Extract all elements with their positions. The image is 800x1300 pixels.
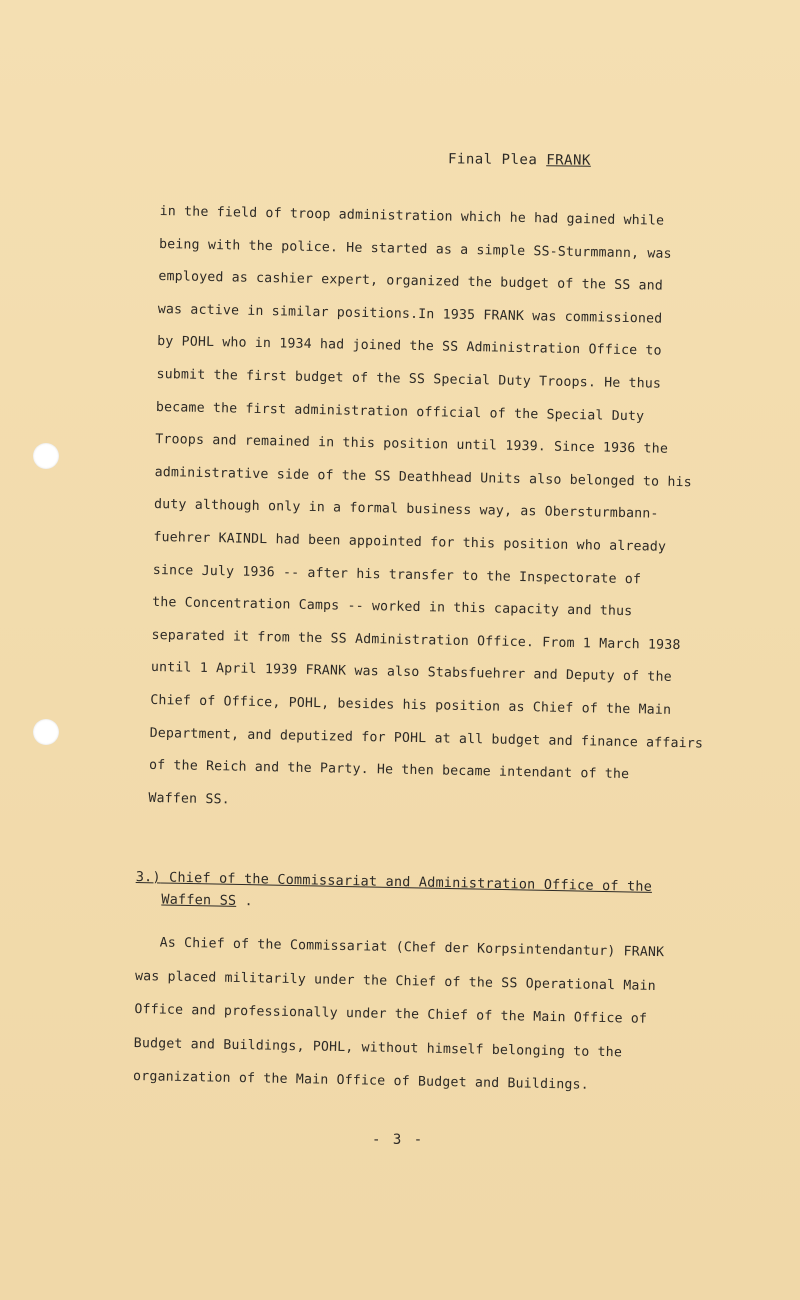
paragraph-line: in the field of troop administration which he had gained while: [159, 203, 665, 229]
paragraph-line: was active in similar positions.In 1935 FRANK was commissioned: [157, 301, 663, 327]
paragraph-line: by POHL who in 1934 had joined the SS Administration Office to: [157, 334, 662, 360]
section-number: 3.): [135, 868, 161, 886]
main-paragraph: [148, 196, 720, 826]
paragraph-line: became the first administration official of the Special Duty: [155, 399, 645, 424]
paragraph-line: fuehrer KAINDL had been appointed for this position who already: [153, 529, 667, 555]
paragraph-line: the Concentration Camps -- worked in this capacity and thus: [152, 595, 633, 620]
section-title-continued: Waffen SS: [161, 891, 237, 909]
page-header: [448, 151, 591, 168]
punch-hole-top: [33, 443, 59, 469]
paragraph-line: administrative side of the SS Deathhead Units also belonged to his: [154, 464, 692, 491]
paragraph-line: of the Reich and the Party. He then became intendant of the: [148, 757, 630, 783]
page-number: - 3 -: [372, 1132, 425, 1148]
paragraph-line: Waffen SS.: [148, 790, 230, 808]
paragraph-line: Chief of Office, POHL, besides his position as Chief of the Main: [150, 692, 672, 718]
paragraph-line: employed as cashier expert, organized the budget of the SS and: [158, 269, 664, 294]
header-name: FRANK: [546, 152, 591, 169]
section-line: organization of the Main Office of Budget and Buildings.: [132, 1068, 589, 1093]
section-paragraph: [133, 926, 696, 1104]
section-line: Budget and Buildings, POHL, without himself belonging to the: [133, 1035, 623, 1060]
punch-hole-bottom: [33, 719, 59, 745]
section-heading: [135, 866, 676, 920]
header-title: Final Plea: [447, 151, 538, 169]
paragraph-line: duty although only in a formal business way, as Obersturmbann-: [153, 497, 659, 522]
section-title: Chief of the Commissariat and Administration Office of the: [168, 869, 653, 895]
paragraph-line: until 1 April 1939 FRANK was also Stabsfuehrer and Deputy of the: [150, 660, 672, 686]
section-line: Office and professionally under the Chief of the Main Office of: [134, 1001, 648, 1027]
paragraph-line: Department, and deputized for POHL at all budget and finance affairs: [149, 725, 704, 752]
section-heading-end: .: [236, 892, 254, 910]
section-line: was placed militarily under the Chief of the SS Operational Main: [134, 968, 657, 994]
paragraph-line: since July 1936 -- after his transfer to the Inspectorate of: [152, 562, 642, 587]
paragraph-line: Troops and remained in this position until 1939. Since 1936 the: [155, 432, 669, 457]
section-line: As Chief of the Commissariat (Chef der Korpsintendantur) FRANK: [159, 935, 665, 961]
paragraph-line: submit the first budget of the SS Special Duty Troops. He thus: [156, 366, 662, 392]
paragraph-line: being with the police. He started as a simple SS-Sturmmann, was: [158, 236, 672, 262]
paragraph-line: separated it from the SS Administration Office. From 1 March 1938: [151, 627, 681, 653]
